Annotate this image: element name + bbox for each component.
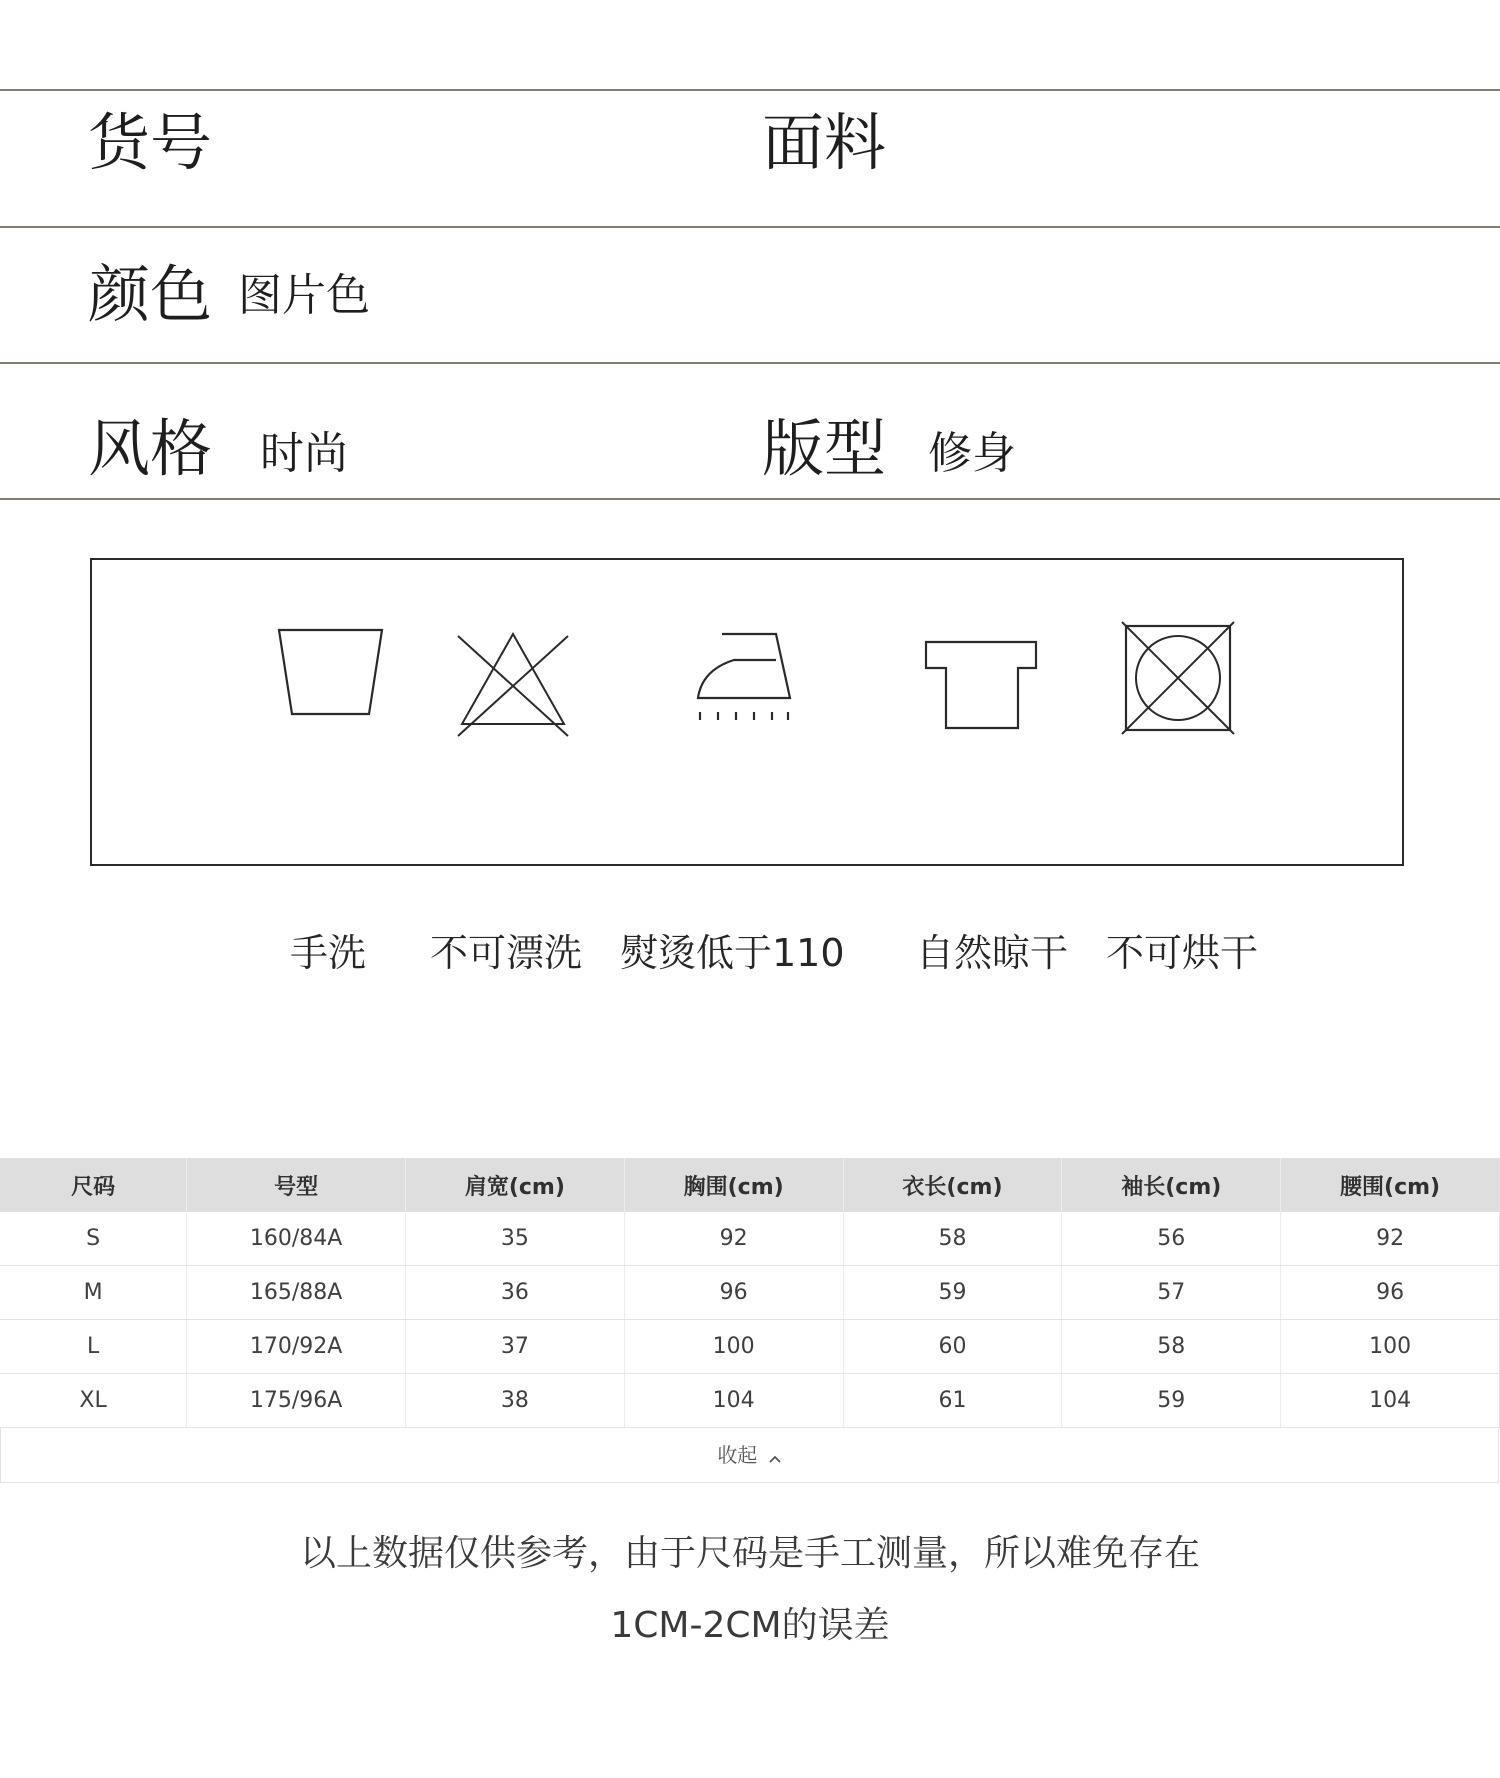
table-cell: 92 (1281, 1212, 1500, 1266)
care-label-line-dry: 自然晾干 (916, 931, 1069, 975)
item-no-label: 货号 (88, 106, 213, 179)
table-row (0, 1212, 1500, 1266)
table-cell: 59 (1062, 1374, 1281, 1428)
table-cell: 104 (624, 1374, 843, 1428)
fit-label: 版型 (762, 412, 887, 485)
divider-3 (0, 498, 1500, 500)
hand-wash-icon (276, 626, 386, 720)
table-cell: L (0, 1320, 187, 1374)
header-shoulder: 肩宽(cm) (405, 1158, 624, 1212)
table-cell: 58 (1062, 1320, 1281, 1374)
fit-value: 修身 (928, 428, 1016, 479)
table-cell: 160/84A (187, 1212, 406, 1266)
table-cell: 96 (624, 1266, 843, 1320)
header-body-type: 号型 (187, 1158, 406, 1212)
fabric-label: 面料 (762, 106, 887, 179)
divider-2 (0, 362, 1500, 364)
measurement-note-line-2: 1CM-2CM的误差 (610, 1605, 890, 1646)
header-size: 尺码 (0, 1158, 187, 1212)
table-cell: 58 (843, 1212, 1062, 1266)
table-cell: S (0, 1212, 187, 1266)
table-cell: 36 (405, 1266, 624, 1320)
table-cell: 37 (405, 1320, 624, 1374)
color-value: 图片色 (238, 270, 370, 321)
iron-low-icon (694, 630, 794, 726)
style-value: 时尚 (260, 428, 348, 479)
chevron-up-icon (768, 1429, 782, 1485)
table-cell: 92 (624, 1212, 843, 1266)
no-bleach-icon (452, 628, 574, 740)
table-row (0, 1266, 1500, 1320)
table-cell: 100 (1281, 1320, 1500, 1374)
care-label-iron-low: 熨烫低于110 (620, 931, 845, 975)
no-tumble-dry-icon (1118, 618, 1238, 738)
care-label-no-bleach: 不可漂洗 (430, 931, 583, 975)
measurement-note-line-1: 以上数据仅供参考，由于尺码是手工测量，所以难免存在 (299, 1533, 1200, 1574)
table-row (0, 1320, 1500, 1374)
line-dry-icon (922, 638, 1040, 732)
header-waist: 腰围(cm) (1281, 1158, 1500, 1212)
table-cell: 175/96A (187, 1374, 406, 1428)
table-row (0, 1374, 1500, 1428)
table-cell: 61 (843, 1374, 1062, 1428)
divider-top (0, 89, 1500, 91)
header-sleeve: 袖长(cm) (1062, 1158, 1281, 1212)
table-cell: 59 (843, 1266, 1062, 1320)
care-label-no-tumble-dry: 不可烘干 (1106, 931, 1259, 975)
divider-1 (0, 226, 1500, 228)
table-cell: 96 (1281, 1266, 1500, 1320)
color-label: 颜色 (88, 258, 213, 331)
header-length: 衣长(cm) (843, 1158, 1062, 1212)
table-cell: 35 (405, 1212, 624, 1266)
table-cell: 165/88A (187, 1266, 406, 1320)
table-cell: 56 (1062, 1212, 1281, 1266)
table-cell: 60 (843, 1320, 1062, 1374)
table-header-row (0, 1158, 1500, 1212)
table-cell: XL (0, 1374, 187, 1428)
table-cell: 170/92A (187, 1320, 406, 1374)
table-cell: 100 (624, 1320, 843, 1374)
table-cell: 38 (405, 1374, 624, 1428)
table-cell: 104 (1281, 1374, 1500, 1428)
collapse-label: 收起 (717, 1443, 758, 1467)
table-cell: M (0, 1266, 187, 1320)
style-label: 风格 (88, 412, 213, 485)
size-table (0, 1158, 1500, 1428)
header-chest: 胸围(cm) (624, 1158, 843, 1212)
collapse-button[interactable] (0, 1427, 1499, 1483)
care-label-hand-wash: 手洗 (290, 931, 367, 975)
table-cell: 57 (1062, 1266, 1281, 1320)
